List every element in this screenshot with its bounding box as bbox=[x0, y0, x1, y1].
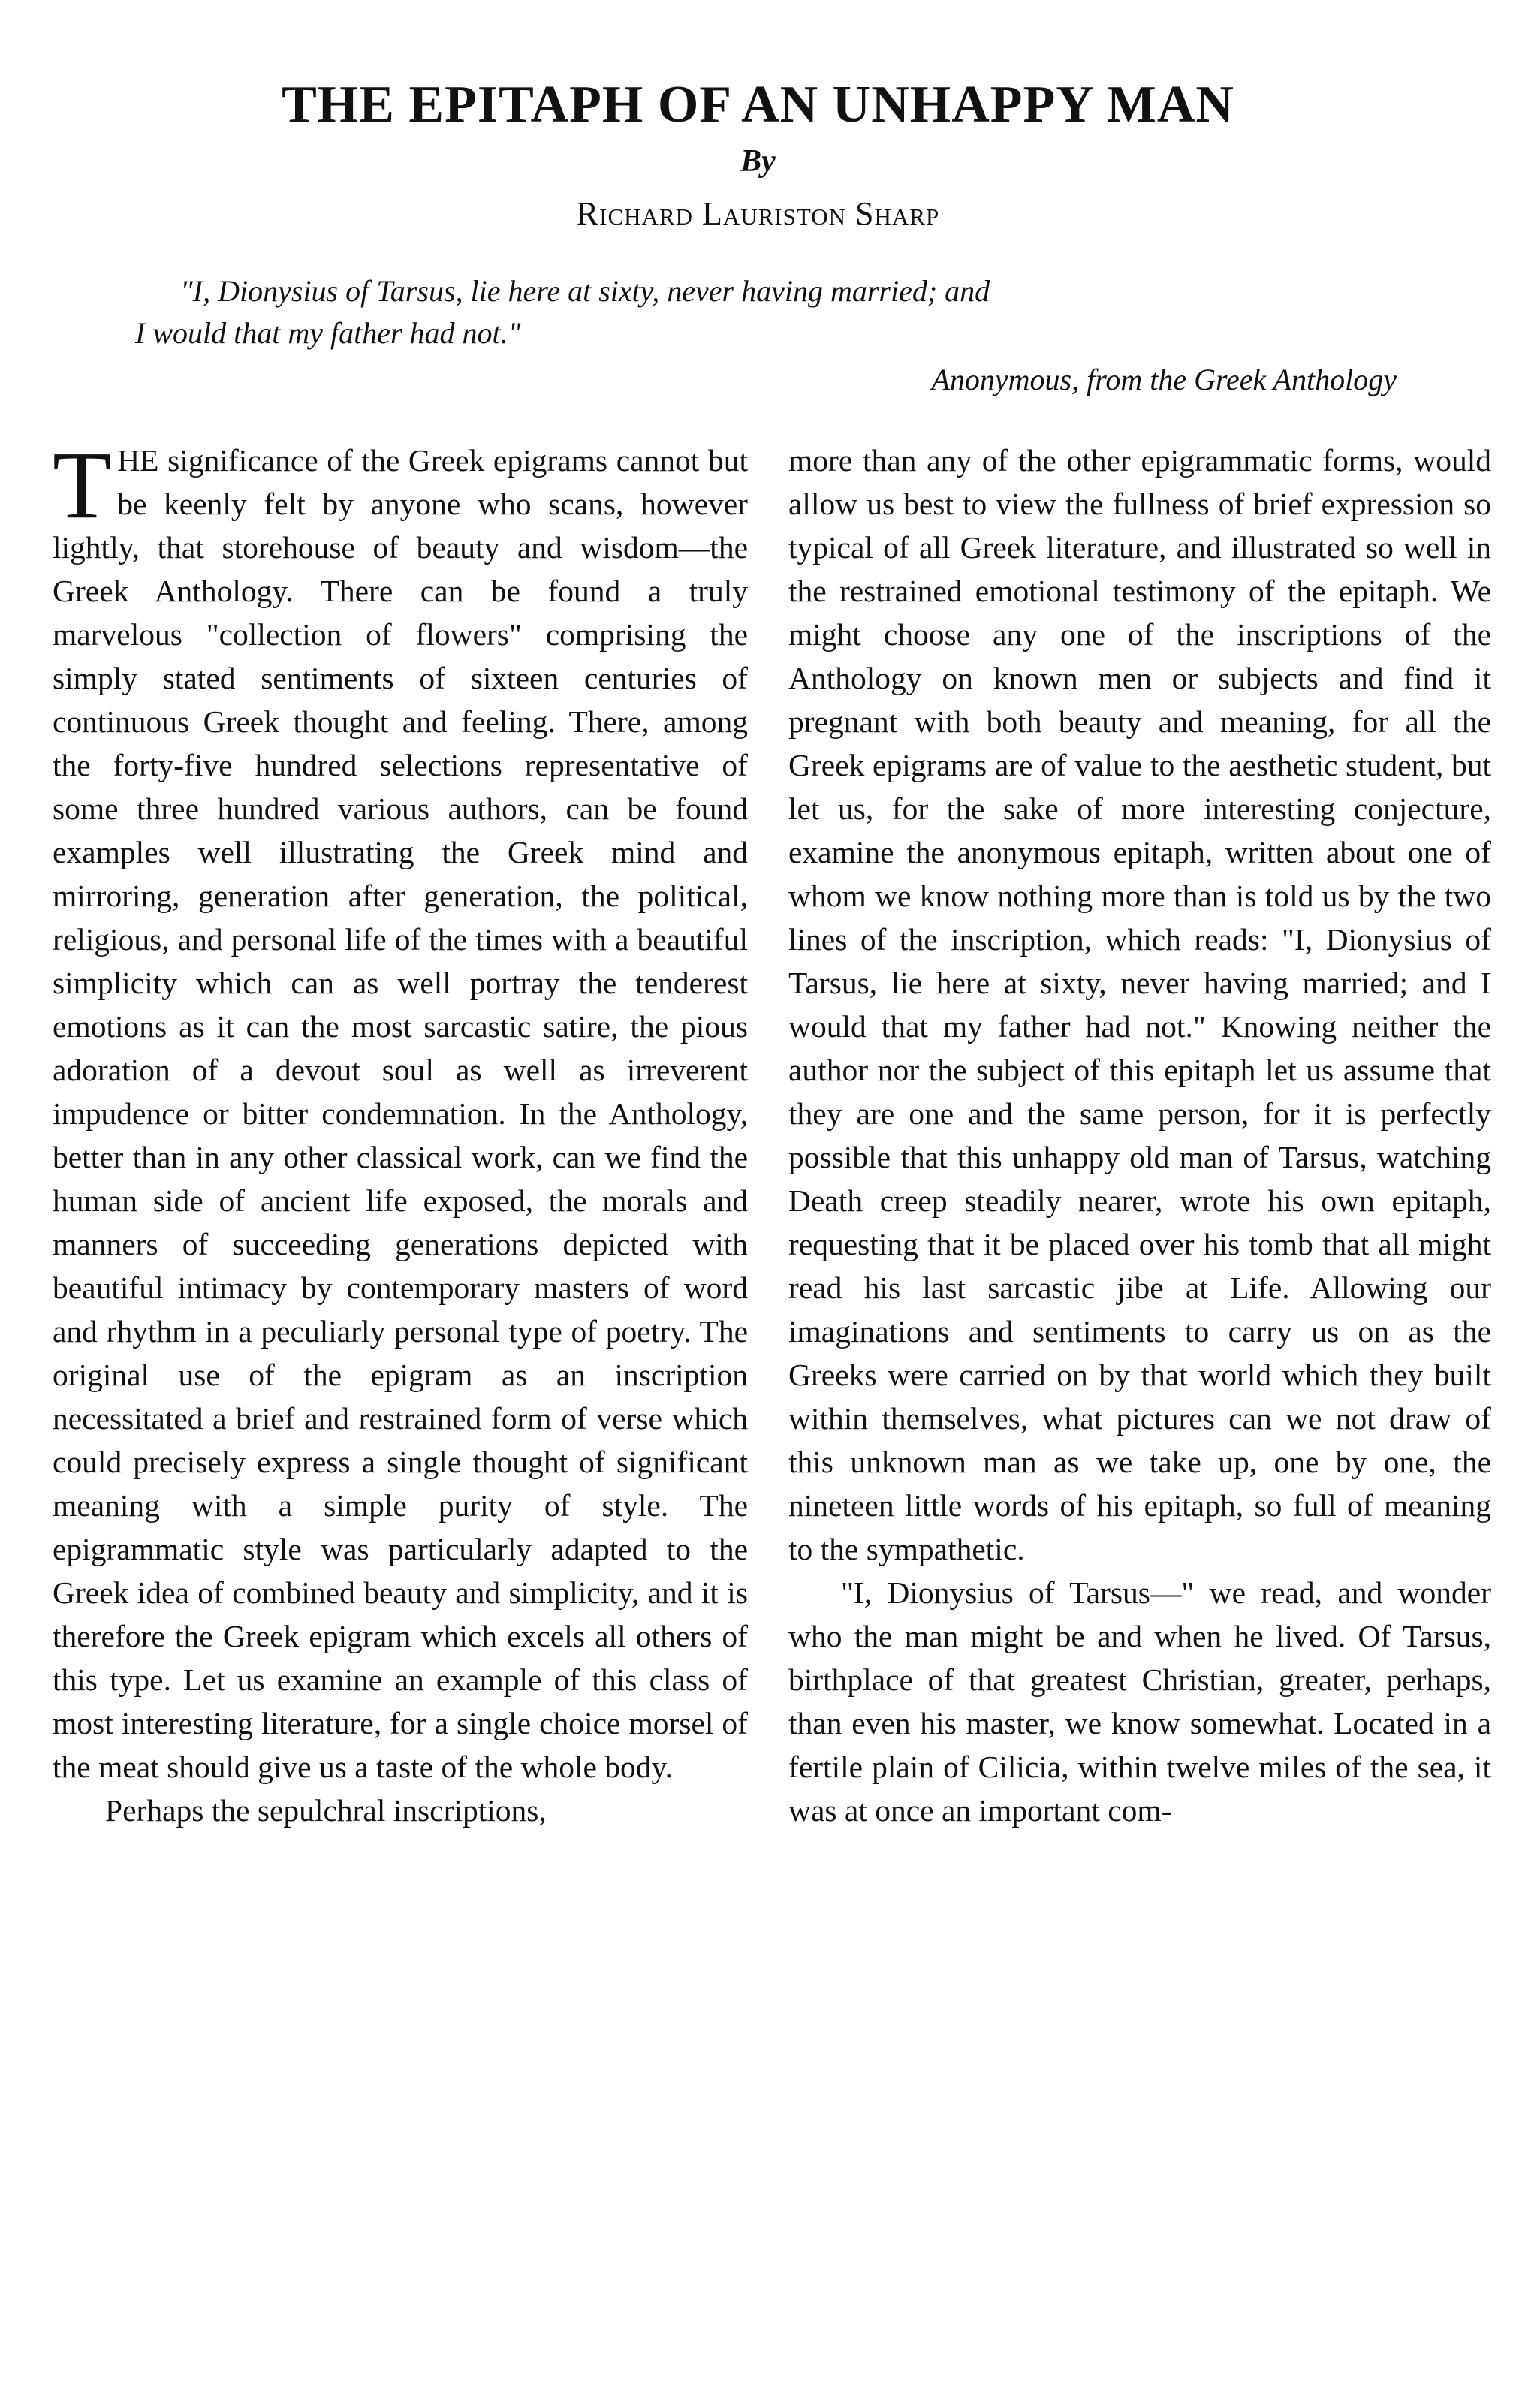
paragraph-1-text: significance of the Greek epigrams cannot but be keenly felt by anyone who scans, however lightly, that storehouse of beauty and wisdom—the Greek Anthology. There can be found a truly marvelous "collection of flowers" comprising the simply stated sentiments of sixteen centuries of continuous Greek thought and feeling. There, among the forty-five hundred selections representative of some three hundred various authors, can be found examples well illustrating the Greek mind and mirroring, generation after generation, the political, religious, and personal life of the times with a beautiful simplicity which can as well portray the tenderest emotions as it can the most sarcastic satire, the pious adoration of a devout soul as well as irreverent impudence or bitter condemnation. In the Anthology, better than in any other classical work, can we find the human side of ancient life exposed, the morals and manners of succeeding generations depicted with beautiful intimacy by contemporary masters of word and rhythm in a peculiarly personal type of poetry. The original use of the epigram as an inscription necessitated a brief and restrained form of verse which could precisely express a single thought of significant meaning with a simple purity of style. The epigrammatic style was particularly adapted to the Greek idea of combined beauty and simplicity, and it is therefore the Greek epigram which excels all others of this type. Let us examine an example of this class of most interesting literature, for a single choice morsel of the meat should give us a taste of the whole body. bbox=[53, 443, 748, 1784]
author-name: Richard Lauriston Sharp bbox=[576, 195, 940, 232]
paragraph-2-continued: more than any of the other epigrammatic forms, would allow us best to view the fullness of brief expression so typical of all Greek literature, and illustrated so well in the restrained emotional testimony of the epitaph. We might choose any one of the inscriptions of the Anthology on known men or subjects and find it pregnant with both beauty and meaning, for all the Greek epigrams are of value to the aesthetic student, but let us, for the sake of more interesting conjecture, examine the anonymous epitaph, written about one of whom we know nothing more than is told us by the two lines of the inscription, which reads: "I, Dionysius of Tarsus, lie here at sixty, never having married; and I would that my father had not." Knowing neither the author nor the subject of this epitaph let us assume that they are one and the same person, for it is perfectly possible that this unhappy old man of Tarsus, watching Death creep steadily nearer, wrote his own epitaph, requesting that it be placed over his tomb that all might read his last sarcastic jibe at Life. Allowing our imaginations and sentiments to carry us on as the Greeks were carried on by that world which they built within themselves, what pictures can we not draw of this unknown man as we take up, one by one, the nineteen little words of his epitaph, so full of meaning to the sympathetic. bbox=[788, 443, 1491, 1566]
paragraph-1 bbox=[53, 432, 748, 1789]
drop-cap: T bbox=[53, 432, 112, 538]
epigraph-quote bbox=[135, 270, 1397, 354]
paragraph-2-start: Perhaps the sepulchral inscriptions, bbox=[105, 1793, 547, 1828]
epigraph-line-1: "I, Dionysius of Tarsus, lie here at sixty, never having married; and bbox=[180, 274, 990, 308]
body-column-left bbox=[53, 432, 748, 1832]
paragraph-lead-in: HE bbox=[117, 443, 159, 478]
byline: By bbox=[740, 144, 776, 179]
epigraph-source: Anonymous, from the Greek Anthology bbox=[931, 363, 1397, 396]
paragraph-3: "I, Dionysius of Tarsus—" we read, and wonder who the man might be and when he lived. Of Tarsus, birthplace of that greatest Christian, greater, perhaps, than even his master, we know somewhat. Located in a fertile plain of Cilicia, within twelve miles of the sea, it was at once an important com- bbox=[788, 1575, 1491, 1828]
article-title: THE EPITAPH OF AN UNHAPPY MAN bbox=[282, 76, 1234, 134]
epigraph-line-2: I would that my father had not." bbox=[135, 316, 521, 350]
body-column-right bbox=[788, 439, 1491, 1832]
